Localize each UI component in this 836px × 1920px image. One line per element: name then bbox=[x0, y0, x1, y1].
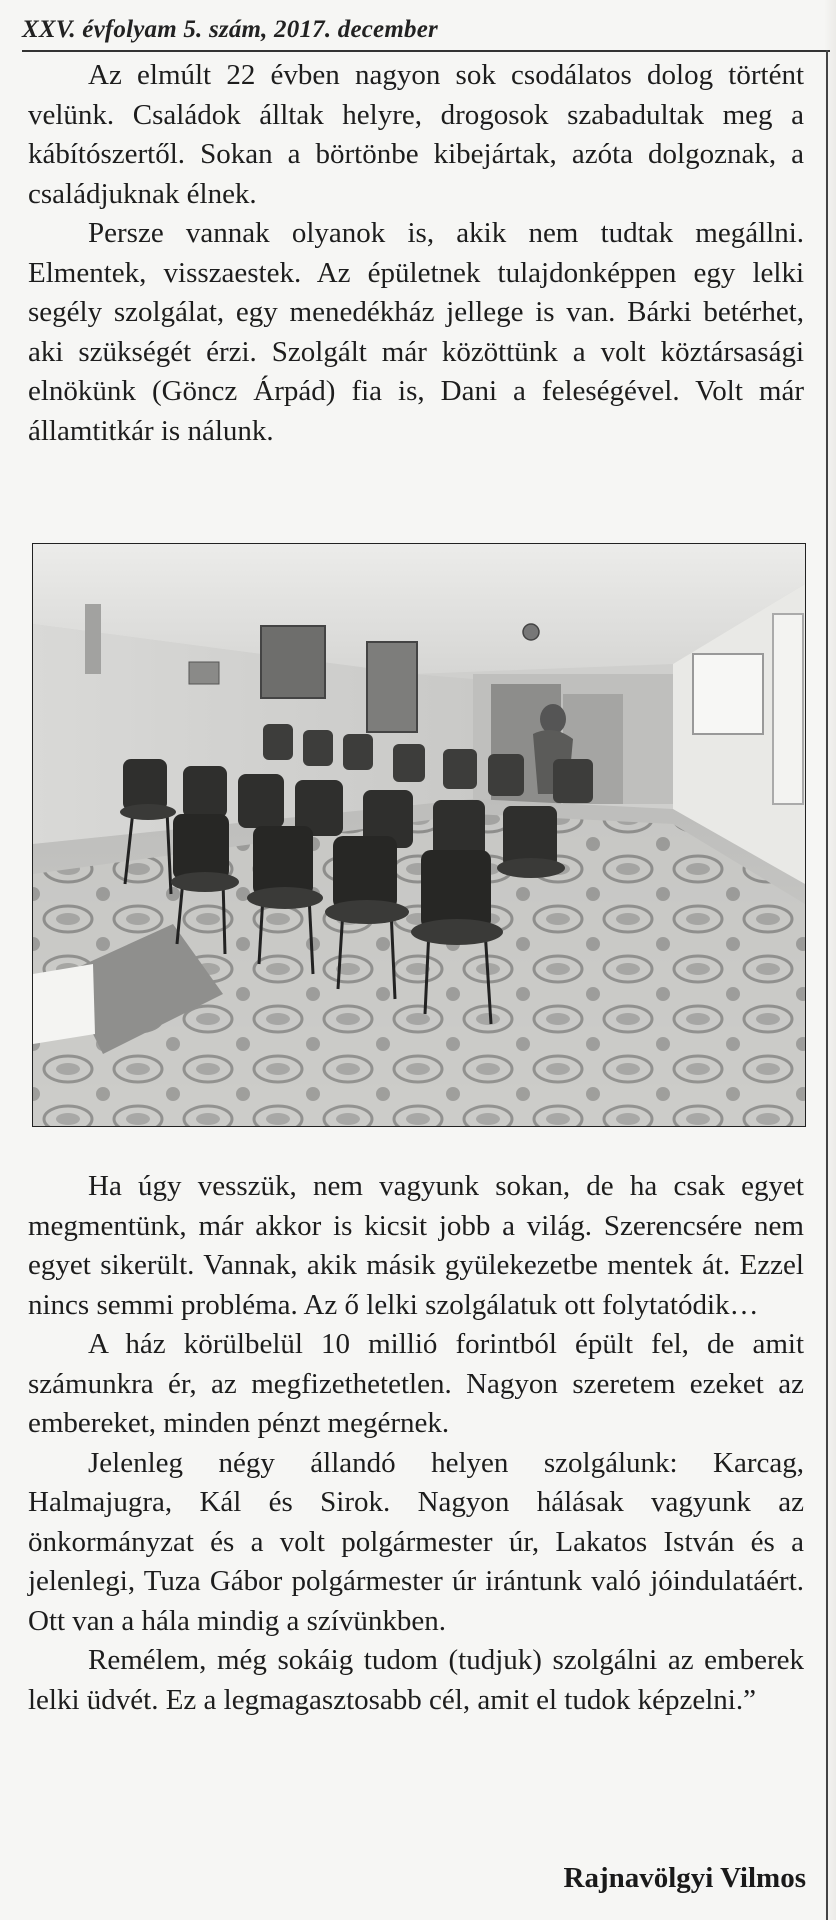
paragraph: Persze vannak olyanok is, akik nem tudtak megállni. Elmentek, visszaestek. Az épületnek tulajdonképpen egy lelki segély szolgálat, egy menedékház jellege is van. Bárki betérhet, aki szükségét érzi. Szolgált már közöttünk a volt köztársasági elnökünk (Göncz Árpád) fia is, Dani a feleségével. Volt már államtitkár is nálunk. bbox=[28, 217, 804, 447]
column-rule bbox=[826, 50, 828, 1920]
article-text-top bbox=[28, 56, 804, 451]
issue-header: XXV. évfolyam 5. szám, 2017. december bbox=[22, 16, 438, 43]
paragraph: Ha úgy vesszük, nem vagyunk sokan, de ha csak egyet megmentünk, már akkor is kicsit jobb a világ. Szerencsére nem egyet sikerült. Vannak, akik másik gyülekezetbe mentek át. Ezzel nincs semmi probléma. Az ő lelki szolgálatuk ott folytatódik… bbox=[28, 1170, 804, 1321]
paragraph: Remélem, még sokáig tudom (tudjuk) szolgálni az emberek lelki üdvét. Ez a legmagasztosabb cél, amit el tudok képzelni.” bbox=[28, 1644, 804, 1716]
header-rule bbox=[22, 50, 830, 52]
author-signature: Rajnavölgyi Vilmos bbox=[563, 1862, 806, 1894]
paragraph: A ház körülbelül 10 millió forintból épült fel, de amit számunkra ér, az megfizethetetlen. Nagyon szeretem ezeket az embereket, minden pénzt megérnek. bbox=[28, 1328, 804, 1439]
article-text-bottom bbox=[28, 1167, 804, 1720]
paragraph: Az elmúlt 22 évben nagyon sok csodálatos dolog történt velünk. Családok álltak helyre, drogosok szabadultak meg a kábítószertől. Sokan a börtönbe kibejártak, azóta dolgoznak, a családjuknak élnek. bbox=[28, 59, 804, 210]
paragraph: Jelenleg négy állandó helyen szolgálunk: Karcag, Halmajugra, Kál és Sirok. Nagyon hálásak vagyunk az önkormányzat és a volt polgármester úr, Lakatos István és a jelenlegi, Tuza Gábor polgármester úr irántunk való jóindulatáért. Ott van a hála mindig a szívünkben. bbox=[28, 1446, 804, 1637]
room-with-chairs-photo bbox=[32, 543, 806, 1127]
